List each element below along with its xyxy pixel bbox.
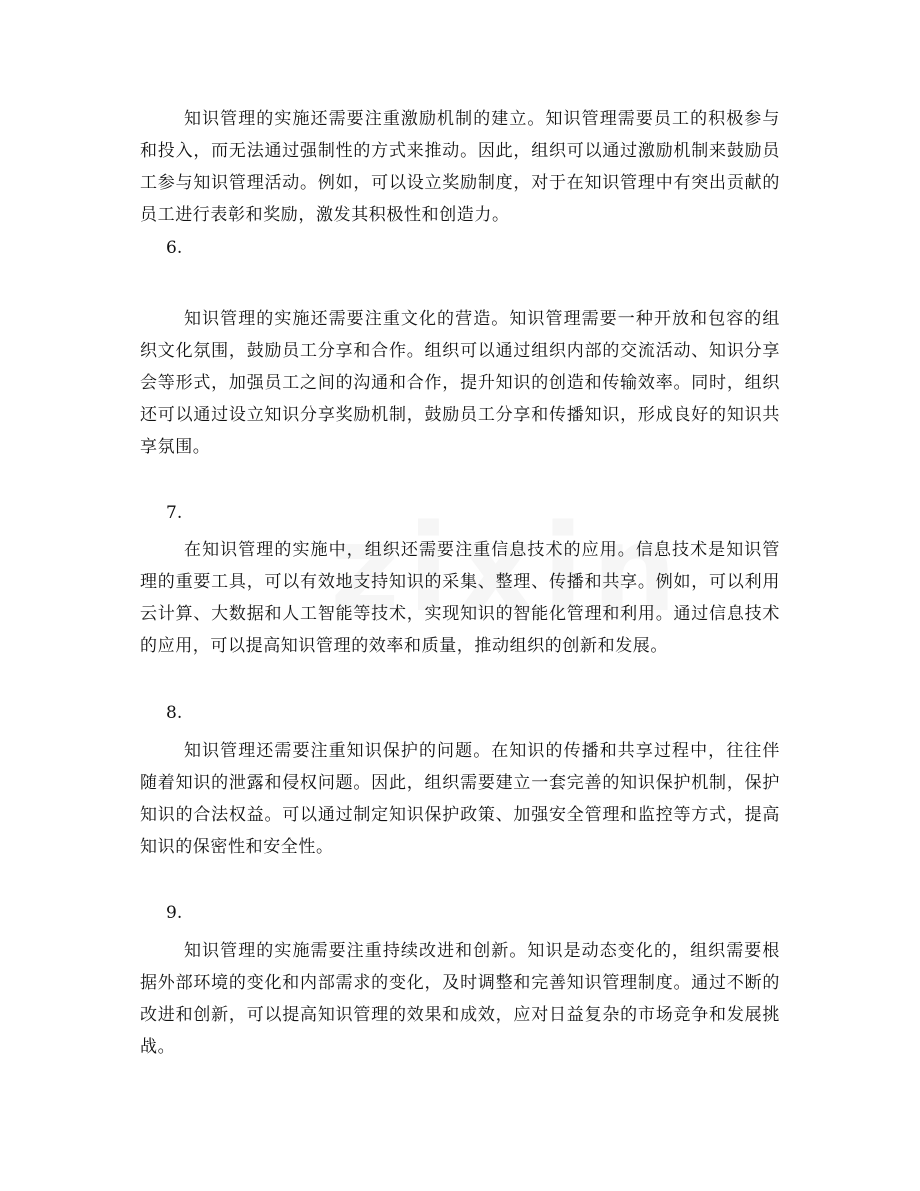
paragraph-incentive: 知识管理的实施还需要注重激励机制的建立。知识管理需要员工的积极参与和投入，而无法通过强制性的方式来推动。因此，组织可以通过激励机制来鼓励员工参与知识管理活动。例如，可以设立奖励制度，对于在知识管理中有突出贡献的员工进行表彰和奖励，激发其积极性和创造力。 [140, 109, 780, 225]
section-number-8: 8. [166, 703, 183, 723]
paragraph-culture: 知识管理的实施还需要注重文化的营造。知识管理需要一种开放和包容的组织文化氛围，鼓励员工分享和合作。组织可以通过组织内部的交流活动、知识分享会等形式，加强员工之间的沟通和合作，提升知识的创造和传输效率。同时，组织还可以通过设立知识分享奖励机制，鼓励员工分享和传播知识，形成良好的知识共享氛围。 [140, 309, 780, 457]
section-number-9: 9. [166, 903, 183, 923]
paragraph-information-technology: 在知识管理的实施中，组织还需要注重信息技术的应用。信息技术是知识管理的重要工具，可以有效地支持知识的采集、整理、传播和共享。例如，可以利用云计算、大数据和人工智能等技术，实现知识的智能化管理和利用。通过信息技术的应用，可以提高知识管理的效率和质量，推动组织的创新和发展。 [140, 540, 780, 656]
paragraph-knowledge-protection: 知识管理还需要注重知识保护的问题。在知识的传播和共享过程中，往往伴随着知识的泄露和侵权问题。因此，组织需要建立一套完善的知识保护机制，保护知识的合法权益。可以通过制定知识保护政策、加强安全管理和监控等方式，提高知识的保密性和安全性。 [140, 741, 780, 857]
paragraph-continuous-improvement: 知识管理的实施需要注重持续改进和创新。知识是动态变化的，组织需要根据外部环境的变化和内部需求的变化，及时调整和完善知识管理制度。通过不断的改进和创新，可以提高知识管理的效果和成效，应对日益复杂的市场竞争和发展挑战。 [140, 941, 780, 1057]
section-number-6: 6. [166, 238, 183, 258]
section-number-7: 7. [166, 503, 183, 523]
